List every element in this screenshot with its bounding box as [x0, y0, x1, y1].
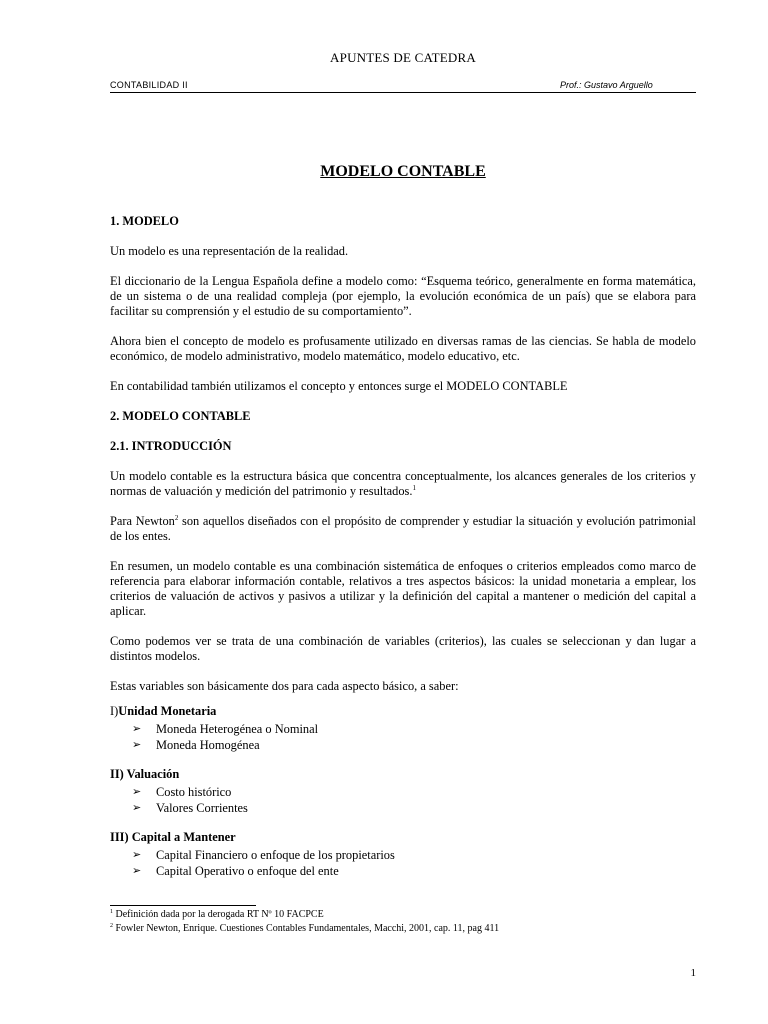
footnote-text: Fowler Newton, Enrique. Cuestiones Contables Fundamentales, Macchi, 2001, cap. 11, pag 411 — [113, 923, 500, 934]
document-subheader — [110, 80, 696, 93]
aspect-block — [110, 830, 696, 879]
arrow-bullet-icon: ➢ — [132, 722, 142, 735]
paragraph: En resumen, un modelo contable es una combinación sistemática de enfoques o criterios empleados como marco de referencia para elaborar información contable, relativos a tres aspectos básicos: la unidad monetaria a emplear, los criterios de valuación de activos y pasivos a utilizar y la definición del capital a mantener o medición del capital a aplicar. — [110, 559, 696, 618]
paragraph — [110, 469, 696, 499]
aspect-list — [110, 784, 696, 816]
arrow-bullet-icon: ➢ — [132, 801, 142, 814]
paragraph-text: Un modelo contable es la estructura básica que concentra conceptualmente, los alcances generales de los criterios y normas de valuación y medición del patrimonio y resultados. — [110, 469, 696, 498]
footnote-number: 2 — [110, 923, 113, 929]
page-title: MODELO CONTABLE — [320, 163, 486, 180]
list-item — [110, 721, 696, 737]
list-item — [110, 800, 696, 816]
section-2-heading: 2. MODELO CONTABLE — [110, 409, 251, 423]
footnote-text: Definición dada por la derogada RT Nº 10 FACPCE — [113, 909, 324, 920]
aspect-numeral: II) — [110, 767, 124, 781]
list-item — [110, 784, 696, 800]
list-item-text: Moneda Heterogénea o Nominal — [156, 722, 319, 736]
paragraph-text: son aquellos diseñados con el propósito de comprender y estudiar la situación y evolución patrimonial de los entes. — [110, 514, 697, 543]
paragraph — [110, 514, 696, 544]
aspect-title-text: Capital a Mantener — [131, 830, 236, 844]
professor-name: Prof.: Gustavo Arguello — [560, 80, 653, 90]
paragraph: En contabilidad también utilizamos el concepto y entonces surge el MODELO CONTABLE — [110, 379, 568, 393]
list-item-text: Capital Operativo o enfoque del ente — [156, 864, 339, 878]
list-item — [110, 847, 696, 863]
list-item-text: Capital Financiero o enfoque de los propietarios — [156, 848, 395, 862]
list-item-text: Moneda Homogénea — [156, 738, 260, 752]
paragraph: Estas variables son básicamente dos para cada aspecto básico, a saber: — [110, 679, 459, 693]
page-number: 1 — [690, 967, 696, 979]
paragraph: Un modelo es una representación de la realidad. — [110, 244, 349, 258]
aspect-title-text: Valuación — [126, 767, 180, 781]
arrow-bullet-icon: ➢ — [132, 785, 142, 798]
aspect-numeral: III) — [110, 830, 129, 844]
section-2-1-heading: 2.1. INTRODUCCIÓN — [110, 439, 232, 453]
paragraph-text: Para Newton — [110, 514, 175, 528]
paragraph: Ahora bien el concepto de modelo es profusamente utilizado en diversas ramas de las ciencias. Se habla de modelo económico, de modelo administrativo, modelo matemático, modelo educativo, etc. — [110, 334, 696, 363]
aspect-block — [110, 767, 696, 816]
footnote-ref: 1 — [412, 484, 416, 492]
footnote — [110, 908, 696, 922]
footnotes — [110, 908, 696, 936]
arrow-bullet-icon: ➢ — [132, 864, 142, 877]
arrow-bullet-icon: ➢ — [132, 738, 142, 751]
document-page — [110, 0, 696, 1024]
list-item — [110, 737, 696, 753]
aspect-title-text: Unidad Monetaria — [118, 704, 217, 718]
course-name: CONTABILIDAD II — [110, 80, 188, 90]
list-item-text: Costo histórico — [156, 785, 232, 799]
list-item-text: Valores Corrientes — [156, 801, 248, 815]
list-item — [110, 863, 696, 879]
aspect-title — [110, 830, 696, 845]
aspect-list — [110, 721, 696, 753]
footnote-divider — [110, 905, 256, 906]
document-header-title: APUNTES DE CATEDRA — [330, 50, 476, 65]
aspect-list — [110, 847, 696, 879]
arrow-bullet-icon: ➢ — [132, 848, 142, 861]
document-body — [110, 214, 696, 879]
footnote — [110, 922, 696, 936]
paragraph: El diccionario de la Lengua Española define a modelo como: “Esquema teórico, generalmente en forma matemática, de un sistema o de una realidad compleja (por ejemplo, la evolución económica de un país) que se elabora para facilitar su comprensión y el estudio de su comportamiento”. — [110, 274, 696, 318]
aspect-block — [110, 704, 696, 753]
footnote-ref: 2 — [174, 514, 179, 522]
aspect-numeral: I) — [110, 704, 119, 718]
footnote-number: 1 — [110, 909, 113, 915]
aspect-title — [110, 767, 696, 782]
paragraph: Como podemos ver se trata de una combinación de variables (criterios), las cuales se seleccionan y dan lugar a distintos modelos. — [110, 634, 696, 663]
aspect-title — [110, 704, 696, 719]
section-1-heading: 1. MODELO — [110, 214, 179, 228]
